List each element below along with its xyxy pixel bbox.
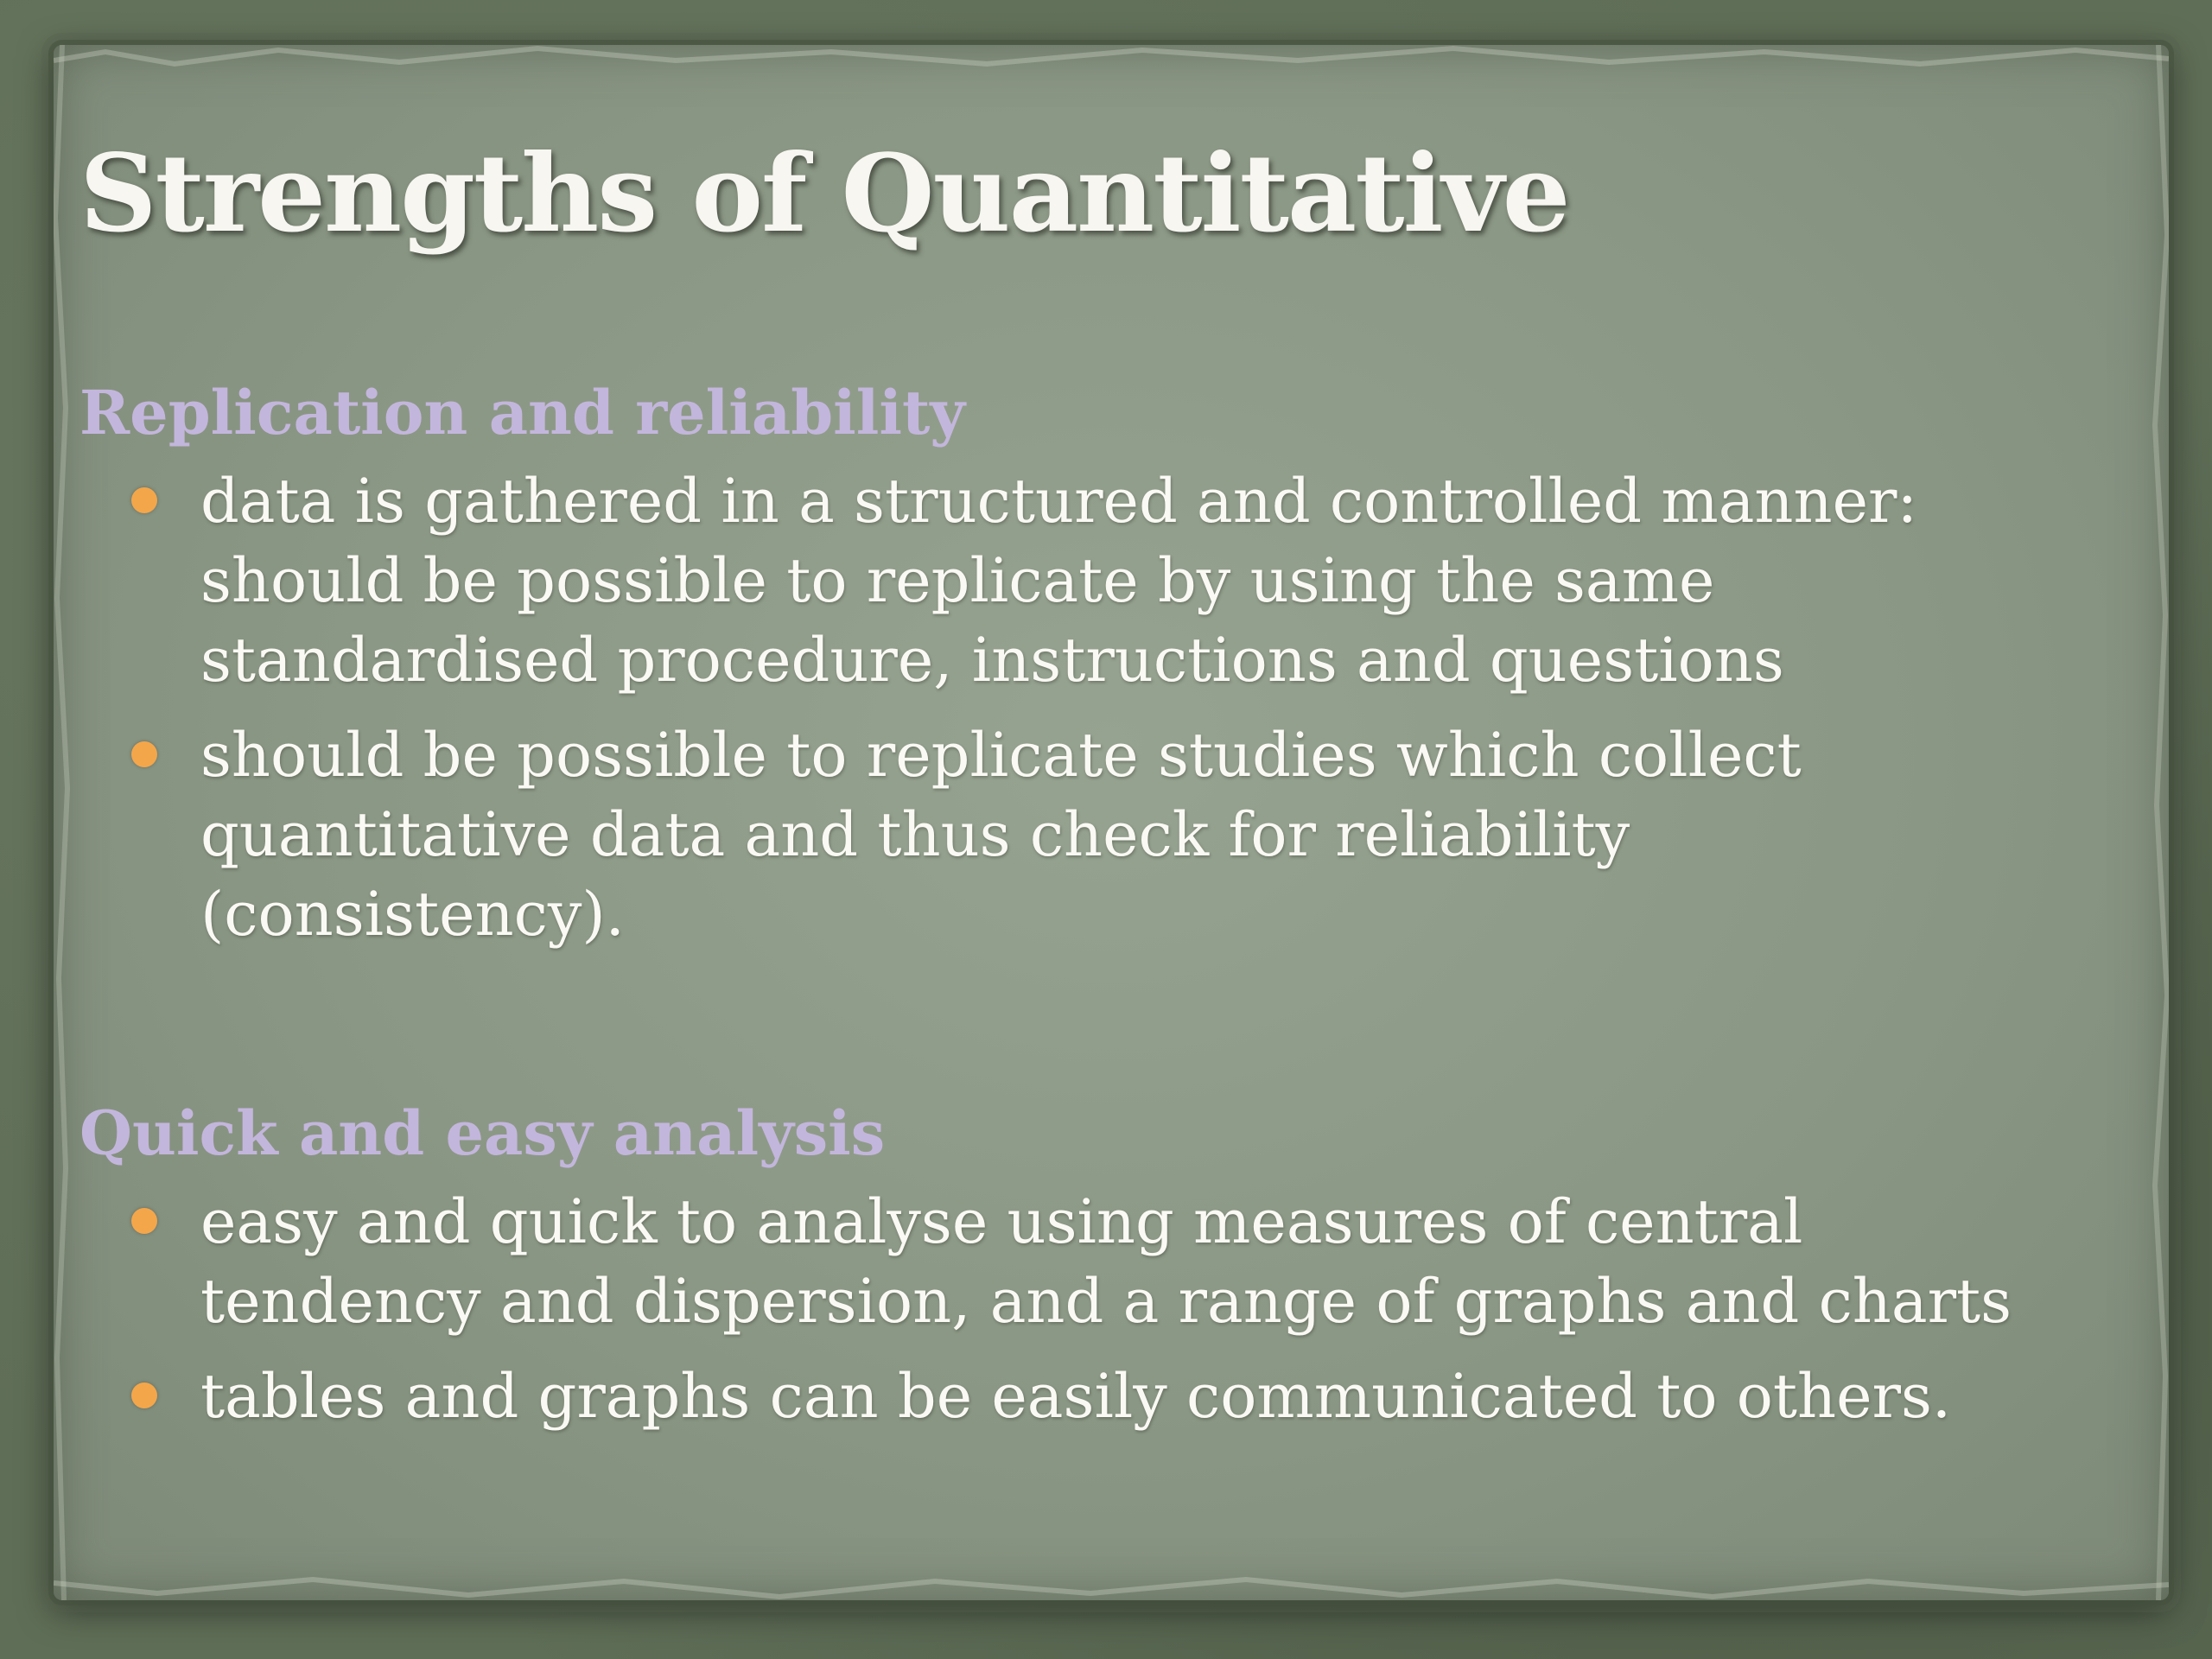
bullet-text: data is gathered in a structured and controlled manner: should be possible to replicate by using the same standardised procedure, instructions and questions [200,466,1918,696]
list-item [79,1357,2067,1436]
section-heading-replication: Replication and reliability [79,377,965,448]
list-item [79,715,2067,954]
slide-content [79,370,2067,1452]
section-heading-analysis: Quick and easy analysis [79,1097,886,1169]
bullet-dot-icon [131,1382,157,1408]
bullet-text: tables and graphs can be easily communicated to others. [200,1361,1952,1432]
bullet-list-replication [79,461,2067,954]
bullet-dot-icon [131,741,157,767]
section-spacer [79,969,2067,1090]
bullet-dot-icon [131,1208,157,1234]
list-item [79,461,2067,700]
bullet-text: easy and quick to analyse using measures of central tendency and dispersion, and a range of graphs and charts [200,1186,2012,1337]
bullet-dot-icon [131,487,157,513]
bullet-list-analysis [79,1182,2067,1436]
list-item [79,1182,2067,1341]
slide-title: Strengths of Quantitative [79,131,1569,257]
bullet-text: should be possible to replicate studies which collect quantitative data and thus check for reliability (consistency). [200,720,1802,950]
